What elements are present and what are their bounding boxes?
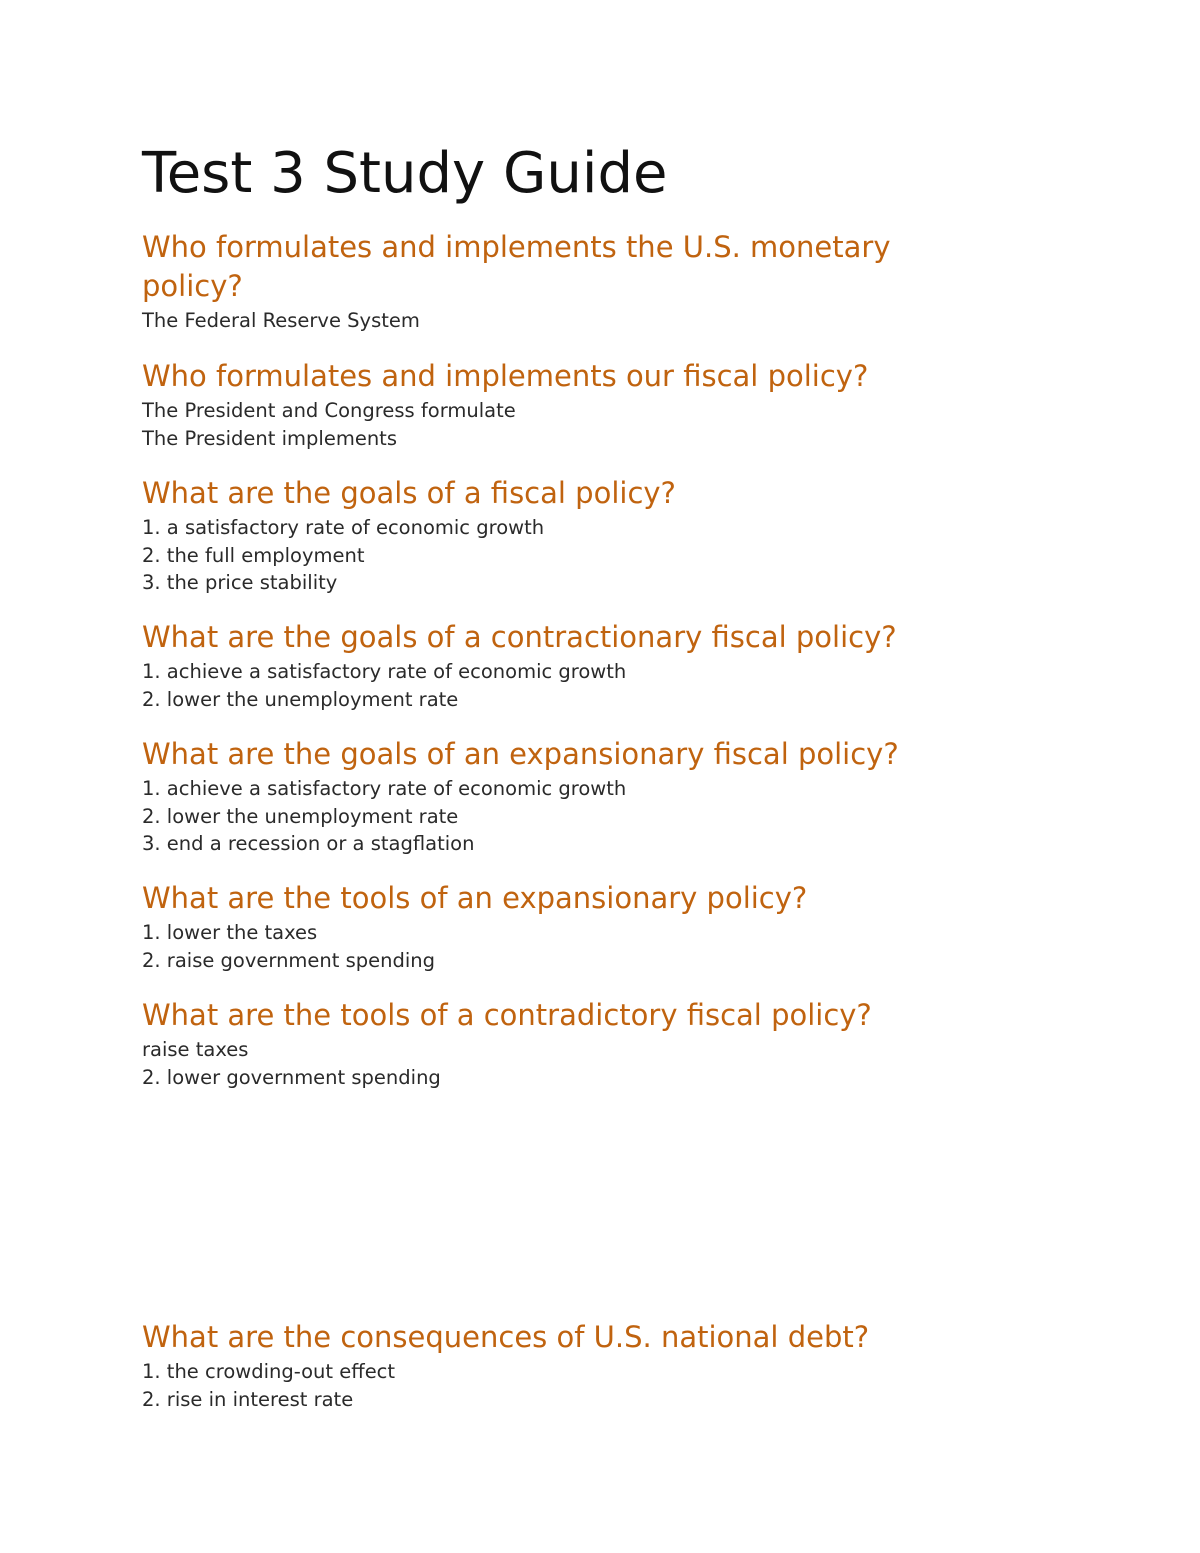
section-question: What are the tools of an expansionary policy? — [142, 881, 808, 915]
section-expansionary-tools — [142, 879, 1042, 974]
section-question: What are the goals of a fiscal policy? — [142, 476, 676, 510]
answer-line: 2. the full employment — [142, 543, 365, 567]
answer-line: 3. the price stability — [142, 571, 338, 594]
answer-line: 1. the crowding-out effect — [142, 1360, 396, 1383]
section-question: Who formulates and implements the U.S. monetary policy? — [142, 230, 891, 303]
answer-line: The President implements — [142, 426, 397, 450]
answer-line: 3. end a recession or a stagflation — [142, 832, 475, 855]
answer-line: 2. lower the unemployment rate — [142, 687, 459, 711]
answer-line: 1. a satisfactory rate of economic growth — [142, 516, 545, 539]
section-monetary-policy — [142, 228, 1042, 335]
section-question: What are the consequences of U.S. national debt? — [142, 1320, 870, 1354]
section-contradictory-tools — [142, 996, 1042, 1091]
section-answers — [142, 775, 1042, 858]
answer-line: The President and Congress formulate — [142, 399, 516, 422]
section-fiscal-policy-makers — [142, 357, 1042, 452]
answer-line: 1. lower the taxes — [142, 921, 318, 944]
section-answers — [142, 658, 1042, 713]
answer-line: The Federal Reserve System — [142, 309, 420, 332]
section-answers — [142, 1036, 1042, 1091]
answer-line: 1. achieve a satisfactory rate of economic growth — [142, 777, 627, 800]
section-answers — [142, 919, 1042, 974]
section-answers — [142, 1358, 1042, 1413]
section-expansionary-goals — [142, 735, 1042, 858]
section-question: What are the goals of an expansionary fiscal policy? — [142, 737, 899, 771]
answer-line: 2. lower the unemployment rate — [142, 804, 459, 828]
section-question: What are the goals of a contractionary fiscal policy? — [142, 620, 897, 654]
page-title: Test 3 Study Guide — [142, 141, 668, 206]
answer-line: 2. lower government spending — [142, 1065, 441, 1089]
section-contractionary-goals — [142, 618, 1042, 713]
section-national-debt — [142, 1318, 1042, 1413]
answer-line: 1. achieve a satisfactory rate of economic growth — [142, 660, 627, 683]
answer-line: raise taxes — [142, 1038, 249, 1061]
section-answers — [142, 397, 1042, 452]
section-question: What are the tools of a contradictory fiscal policy? — [142, 998, 872, 1032]
section-fiscal-goals — [142, 474, 1042, 597]
answer-line: 2. rise in interest rate — [142, 1387, 354, 1411]
section-answers — [142, 307, 1042, 335]
answer-line: 2. raise government spending — [142, 948, 436, 972]
section-answers — [142, 514, 1042, 597]
section-question: Who formulates and implements our fiscal policy? — [142, 359, 869, 393]
